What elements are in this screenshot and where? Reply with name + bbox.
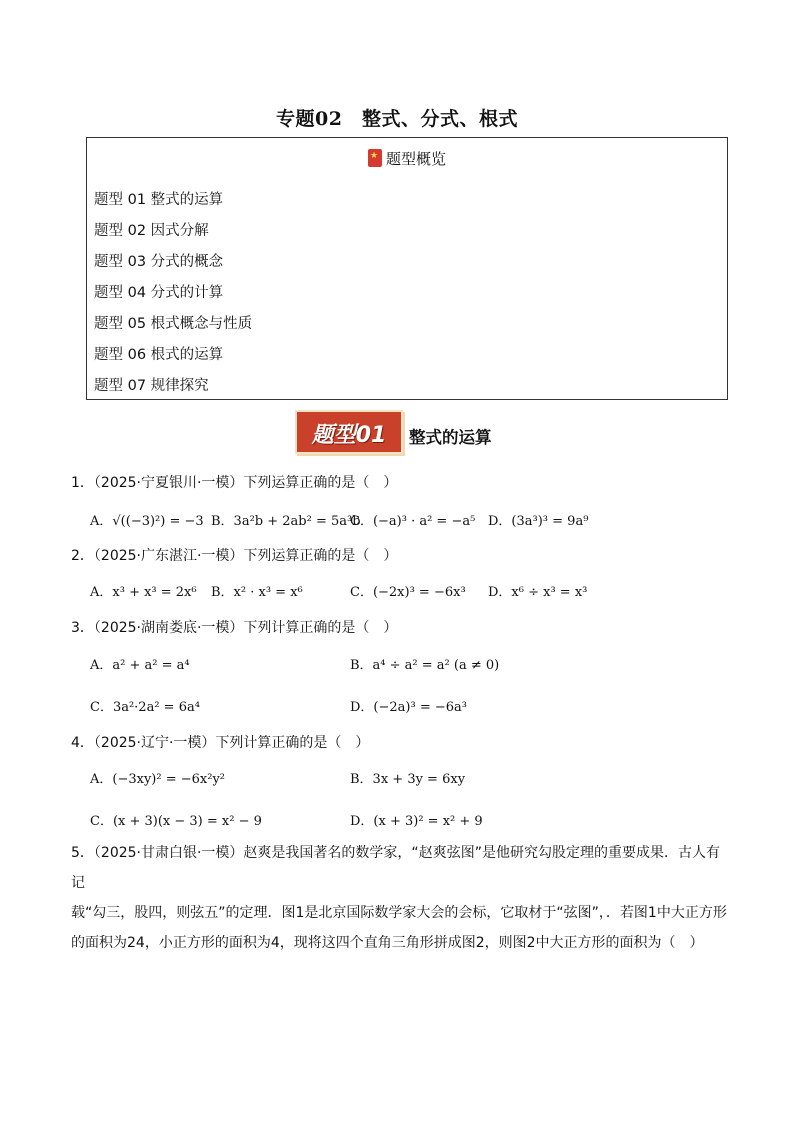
q2-option-b: B．x² · x³ = x⁶ [211,585,303,600]
toc-item: 题型 07 规律探究 [94,378,209,394]
q2-option-a: A．x³ + x³ = 2x⁶ [90,585,197,600]
toc-item: 题型 02 因式分解 [94,223,209,239]
section-banner [295,410,403,454]
q3-option-b: B．a⁴ ÷ a² = a² (a ≠ 0) [350,658,500,673]
overview-heading-label: 题型概览 [385,150,446,168]
q2-option-d: D．x⁶ ÷ x³ = x³ [488,585,588,600]
q2-option-c: C．(−2x)³ = −6x³ [350,585,466,600]
book-icon [368,149,382,167]
q3-option-c: C．3a²·2a² = 6a⁴ [90,700,200,715]
q4-option-d: D．(x + 3)² = x² + 9 [350,814,483,829]
q4-option-c: C．(x + 3)(x − 3) = x² − 9 [90,814,262,829]
q4-option-a: A．(−3xy)² = −6x²y² [90,772,226,787]
section-title: 整式的运算 [409,428,492,447]
question-4-stem: 4．（2025·辽宁·一模）下列计算正确的是（ ） [71,735,370,751]
question-3-stem: 3．（2025·湖南娄底·一模）下列计算正确的是（ ） [71,620,398,636]
toc-item: 题型 03 分式的概念 [94,254,224,270]
toc-item: 题型 05 根式概念与性质 [94,316,253,332]
question-5-line-1: 5．（2025·甘肃白银·一模）赵爽是我国著名的数学家，“赵爽弦图”是他研究勾股定理的重要成果．古人有记 [71,845,720,891]
overview-box [86,137,728,400]
q4-option-b: B．3x + 3y = 6xy [350,772,466,787]
q1-option-b: B．3a²b + 2ab² = 5a³b [211,514,361,529]
q1-option-a: A．√((−3)²) = −3 [90,514,204,529]
toc-item: 题型 01 整式的运算 [94,192,224,208]
toc-item: 题型 06 根式的运算 [94,347,224,363]
question-5 [71,838,731,958]
q1-option-c: C．(−a)³ · a² = −a⁵ [350,514,476,529]
question-2-stem: 2．（2025·广东湛江·一模）下列运算正确的是（ ） [71,548,398,564]
question-5-line-2: 载“勾三，股四，则弦五”的定理．图1是北京国际数学家大会的会标，它取材于“弦图”，．若图1中大正方形 [71,905,727,921]
question-5-line-3: 的面积为24，小正方形的面积为4，现将这四个直角三角形拼成图2，则图2中大正方形的面积为（ ） [71,935,704,951]
page-title: 专题02 整式、分式、根式 [276,108,518,130]
section-banner-text: 题型01 [311,423,387,448]
question-1-stem: 1．（2025·宁夏银川·一模）下列运算正确的是（ ） [71,475,398,491]
q3-option-a: A．a² + a² = a⁴ [90,658,190,673]
q1-option-d: D．(3a³)³ = 9a⁹ [488,514,589,529]
toc-item: 题型 04 分式的计算 [94,285,224,301]
q3-option-d: D．(−2a)³ = −6a³ [350,700,467,715]
overview-heading [87,148,727,169]
